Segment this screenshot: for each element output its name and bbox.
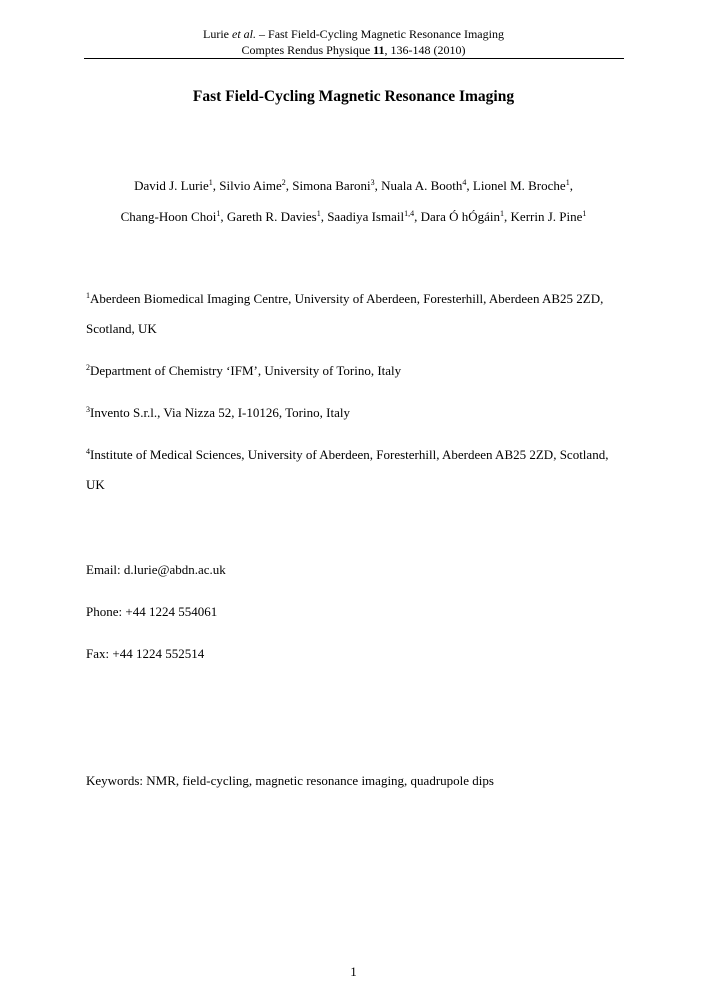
header-rule bbox=[84, 58, 624, 59]
affiliation-2: $^2$Department of Chemistry ‘IFM’, University of Torino, Italy bbox=[86, 363, 402, 378]
running-header-line-1: Lurie et al. – Fast Field-Cycling Magnetic Resonance Imaging bbox=[203, 27, 504, 41]
keywords: Keywords: NMR, field-cycling, magnetic resonance imaging, quadrupole dips bbox=[86, 773, 494, 788]
affiliation-1: $^1$Aberdeen Biomedical Imaging Centre, University of Aberdeen, Foresterhill, Aberdeen AB25 2ZD, bbox=[86, 291, 604, 306]
author-list-line-2 bbox=[0, 209, 707, 225]
author: Gareth R. Davies$^1$, bbox=[226, 209, 328, 224]
paper-title: Fast Field-Cycling Magnetic Resonance Imaging bbox=[192, 88, 515, 105]
author: Saadiya Ismail$^{1,4}$, bbox=[327, 209, 421, 224]
running-header-line-2: Comptes Rendus Physique 11, 136-148 (2010) bbox=[241, 43, 466, 57]
contact-email: Email: d.lurie@abdn.ac.uk bbox=[86, 562, 226, 577]
running-header bbox=[0, 26, 707, 58]
affiliation-1-continued: Scotland, UK bbox=[86, 321, 157, 336]
author: Lionel M. Broche$^1$, bbox=[472, 178, 573, 193]
affiliation-4: $^4$Institute of Medical Sciences, University of Aberdeen, Foresterhill, Aberdeen AB25 2ZD, Scotland, bbox=[86, 447, 609, 462]
author: Nuala A. Booth$^4$, bbox=[381, 178, 473, 193]
author: Simona Baroni$^3$, bbox=[292, 178, 382, 193]
author: Chang-Hoon Choi$^1$, bbox=[120, 209, 227, 224]
author-list-line-1 bbox=[0, 178, 707, 194]
affiliation-4-continued: UK bbox=[86, 477, 105, 492]
author: David J. Lurie$^1$, bbox=[134, 178, 220, 193]
author: Silvio Aime$^2$, bbox=[219, 178, 293, 193]
author: Dara Ó hÓgáin$^1$, bbox=[420, 209, 511, 224]
contact-fax: Fax: +44 1224 552514 bbox=[86, 646, 205, 661]
author: Kerrin J. Pine$^1$ bbox=[510, 209, 587, 224]
affiliation-3: $^3$Invento S.r.l., Via Nizza 52, I-10126, Torino, Italy bbox=[86, 405, 350, 420]
contact-phone: Phone: +44 1224 554061 bbox=[86, 604, 218, 619]
page-number: 1 bbox=[350, 964, 357, 979]
